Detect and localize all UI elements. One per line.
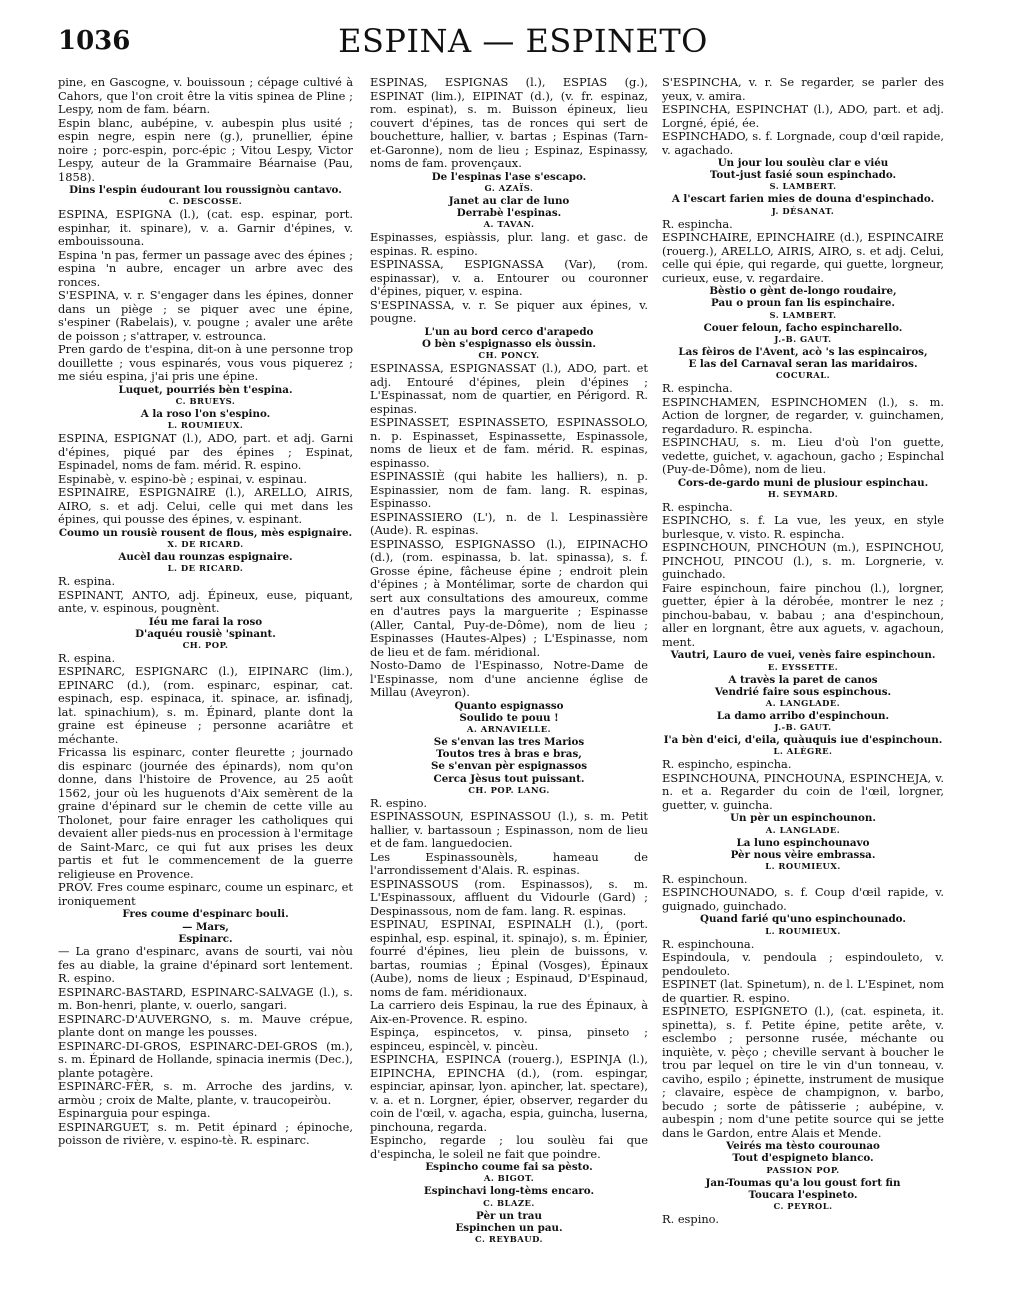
dictionary-entry: S'ESPINASSA, v. r. Se piquer aux épines, v. pougne. <box>370 297 648 326</box>
quotation-line: Soulido te pouu ! <box>459 711 559 724</box>
quotation-line: Quanto espignasso <box>454 699 564 712</box>
quotation-line: Espinchen un pau. <box>455 1221 563 1234</box>
quotation-line: Fres coume d'espinarc bouli. <box>122 908 289 921</box>
dictionary-entry: ESPINASSIERO (L'), n. de l. Lespinassière (Aude). R. espinas. <box>370 509 648 538</box>
dictionary-entry: R. espincha. <box>662 499 733 514</box>
quotation-line: Espinarc. <box>178 932 233 945</box>
citation-author: J.-B. GAUT. <box>774 722 832 733</box>
quotation-line: Las fèiros de l'Avent, acò 's las espincairos, <box>678 345 928 358</box>
quotation-line: Tout d'espigneto blanco. <box>732 1152 874 1165</box>
citation-author: PASSION POP. <box>766 1164 840 1175</box>
citation-author: C. REYBAUD. <box>475 1234 543 1245</box>
dictionary-entry: PROV. Fres coume espinarc, coume un espinarc, et ironiquement <box>58 880 353 908</box>
quotation-line: Se s'envan las tres Marios <box>433 735 585 748</box>
dictionary-entry: ESPINCHADO, s. f. Lorgnade, coup d'œil rapide, v. agachado. <box>662 129 944 157</box>
dictionary-entry: ESPINCHA, ESPINCA (rouerg.), ESPINJA (l.), EIPINCHA, EPINCHA (d.), (rom. espingar, espinciar, apinsar, lyon. apincher, lat. spectare), v. a. et n. Lorgner, épier, observer, regarder du coin de l'œil, v. agacha, espia, guincha, luserna, pinchouna, regarda. <box>370 1052 648 1134</box>
citation-author: X. DE RICARD. <box>167 538 244 549</box>
quotation-line: Pèr nous vèire embrassa. <box>730 848 876 861</box>
dictionary-entry: ESPINARC, ESPIGNARC (l.), EIPINARC (lim.), EPINARC (d.), (rom. espinarc, espinar, cat. espinach, esp. espinaca, it. spinace, ar. isfinadj, lat. spinachium), s. m. Épinard, plante dont la graine est épineuse ; personne acariâtre et méchante. <box>58 664 353 746</box>
text-column-2 <box>370 76 648 1246</box>
running-title: ESPINA — ESPINETO <box>338 22 708 60</box>
page-number: 1036 <box>58 26 131 56</box>
citation-author: A. LANGLADE. <box>765 697 841 708</box>
dictionary-entry: ESPINCHOUN, PINCHOUN (m.), ESPINCHOU, PINCHOU, PINCOU (l.), s. m. Lorgnerie, v. guinchado. <box>662 540 944 582</box>
citation-author: H. SEYMARD. <box>767 488 839 499</box>
dictionary-entry: Espinabè, v. espino-bè ; espinai, v. espinau. <box>58 471 307 486</box>
dictionary-entry: ESPINASSET, ESPINASSETO, ESPINASSOLO, n. p. Espinasset, Espinassette, Espinassole, noms de lieux et de fam. mérid. R. espinas, espinasso. <box>370 415 648 470</box>
quotation-line: Couer feloun, facho espincharello. <box>703 321 903 334</box>
quotation-line: Bèstio o gènt de-longo roudaire, <box>709 285 897 298</box>
quotation-line: A l'escart farien mies de douna d'espinchado. <box>671 193 935 206</box>
dictionary-entry: Fricassa lis espinarc, conter fleurette ; journado dis espinarc (journée des épinards), nom qu'on donne, dans l'histoire de Provence, au 25 août 1562, jour où les huguenots d'Aix semèrent de la graine d'épinard sur le chemin de cette ville au Tholonet, pour faire enrager les catholiques qui devaient aller pieds-nus en procession à l'ermitage de Saint-Marc, ce qui fut aux prises les deux partis et fut le commencement de la guerre religieuse en Provence. <box>58 745 353 881</box>
quotation-line: E las del Carnaval seran las maridairos. <box>688 357 918 370</box>
dictionary-entry: Espincho, regarde ; lou soulèu fai que d'espincha, le soleil ne fait que poindre. <box>370 1133 648 1161</box>
dictionary-entry: ESPINANT, ANTO, adj. Épineux, euse, piquant, ante, v. espinous, pougnènt. <box>58 587 353 616</box>
text-column-1 <box>58 76 353 1148</box>
quotation-line: L'un au bord cerco d'arapedo <box>424 325 594 338</box>
citation-author: A. LANGLADE. <box>765 824 841 835</box>
citation-author: L. ROUMIEUX. <box>765 925 841 936</box>
dictionary-entry: R. espino. <box>662 1211 719 1226</box>
citation-author: CH. POP. LANG. <box>468 784 550 795</box>
dictionary-entry: ESPINCHOUNADO, s. f. Coup d'œil rapide, v. guignado, guinchado. <box>662 885 944 913</box>
quotation-line: Dins l'espin éudourant lou roussignòu cantavo. <box>69 184 342 196</box>
quotation-line: D'aquéu rousiè 'spinant. <box>135 627 276 640</box>
quotation-line: A la roso l'on s'espino. <box>140 407 271 420</box>
dictionary-entry: R. espinchoun. <box>662 871 748 886</box>
citation-author: S. LAMBERT. <box>769 309 837 320</box>
dictionary-entry: ESPINARC-DI-GROS, ESPINARC-DEI-GROS (m.), s. m. Épinard de Hollande, spinacia inermis (Dec.), plante potagère. <box>58 1038 353 1080</box>
quotation-line: De l'espinas l'ase s'escapo. <box>431 170 587 183</box>
dictionary-entry: — La grano d'espinarc, avans de sourti, vai nòu fes au diable, la graine d'épinard sort lentement. R. espino. <box>58 944 353 986</box>
citation-author: S. LAMBERT. <box>769 181 837 192</box>
dictionary-entry: ESPINASSIÈ (qui habite les halliers), n. p. Espinassier, nom de fam. lang. R. espinas, Espinasso. <box>370 469 648 511</box>
quotation-line: Derrabè l'espinas. <box>456 206 562 219</box>
dictionary-entry: ESPINA, ESPIGNA (l.), (cat. esp. espinar, port. espinhar, it. spinare), v. a. Garnir d'épines, v. embouissouna. <box>58 207 353 249</box>
dictionary-entry: ESPINASSOUS (rom. Espinassos), s. m. L'Espinassoux, affluent du Vidourle (Gard) ; Despinassous, nom de fam. lang. R. espinas. <box>370 876 648 918</box>
quotation-line: A travès la paret de canos <box>728 673 878 686</box>
dictionary-entry: pine, en Gascogne, v. bouissoun ; cépage cultivé à Cahors, que l'on croit être la vitis spinea de Pline ; Lespy, nom de fam. béarn. <box>58 75 353 116</box>
quotation-line: Jan-Toumas qu'a lou goust fort fin <box>705 1176 901 1189</box>
citation-author: CH. PONCY. <box>478 350 540 361</box>
citation-author: L. ROUMIEUX. <box>167 420 244 431</box>
quotation-line: Toucara l'espineto. <box>748 1188 858 1201</box>
citation-author: CH. POP. <box>182 639 229 650</box>
dictionary-entry: ESPINASSA, ESPIGNASSA (Var), (rom. espinassar), v. a. Entourer ou couronner d'épines, piquer, v. espina. <box>370 257 648 299</box>
dictionary-entry: Espina 'n pas, fermer un passage avec des épines ; espina 'n aubre, encager un arbre avec des ronces. <box>58 247 353 289</box>
dictionary-entry: S'ESPINA, v. r. S'engager dans les épines, donner dans un piège ; se piquer avec une épine, s'espiner (Rabelais), v. pougne ; avaler une arête de poisson ; s'attraper, v. estrounca. <box>58 288 353 343</box>
dictionary-entry: R. espina. <box>58 650 116 665</box>
quotation-line: Luquet, pourriés bèn t'espina. <box>118 383 293 396</box>
dictionary-entry: R. espina. <box>58 574 116 589</box>
quotation-line: Aucèl dau rounzas espignaire. <box>118 550 293 563</box>
quotation-line: Veirés ma tèsto courounao <box>726 1140 880 1153</box>
dictionary-entry: ESPINASSA, ESPIGNASSAT (l.), ADO, part. et adj. Entouré d'épines, plein d'épines ; L'Espinassat, nom de quartier, en Périgord. R. espinas. <box>370 361 648 416</box>
quotation-line: Iéu me farai la roso <box>148 615 263 628</box>
quotation-line: Un jour lou soulèu clar e viéu <box>717 157 889 169</box>
dictionary-entry: Espinasses, espiàssis, plur. lang. et gasc. de espinas. R. espino. <box>370 230 648 258</box>
quotation-line: Vautri, Lauro de vuei, venès faire espinchoun. <box>670 649 936 662</box>
page-header <box>58 22 988 72</box>
dictionary-entry: ESPINCHO, s. f. La vue, les yeux, en style burlesque, v. visto. R. espincha. <box>662 513 944 541</box>
dictionary-entry: La carriero deis Espinau, la rue des Épinaux, à Aix-en-Provence. R. espino. <box>370 998 648 1026</box>
quotation-line: Pèr un trau <box>476 1209 542 1222</box>
quotation-line: Toutos tres à bras e bras, <box>436 748 582 761</box>
quotation-line: Cerca Jèsus tout puissant. <box>433 772 585 785</box>
citation-author: L. ROUMIEUX. <box>765 860 841 871</box>
quotation-line: Coumo un rousiè rousent de flous, mès espignaire. <box>58 526 353 539</box>
dictionary-entry: ESPINCHAIRE, EPINCHAIRE (d.), ESPINCAIRE (rouerg.), ARELLO, AIRIS, AIRO, s. et adj. Celui, celle qui épie, qui regarde, qui guette, lorgneur, curieux, euse, v. regardaire. <box>662 230 944 285</box>
citation-author: C. PEYROL. <box>773 1200 833 1211</box>
dictionary-entry: ESPINCHOUNA, PINCHOUNA, ESPINCHEJA, v. n. et a. Regarder du coin de l'œil, lorgner, guetter, v. guincha. <box>662 770 944 812</box>
citation-author: C. BLAZE. <box>483 1197 535 1208</box>
dictionary-entry: ESPINCHA, ESPINCHAT (l.), ADO, part. et adj. Lorgné, épié, ée. <box>662 102 944 130</box>
dictionary-entry: Espin blanc, aubépine, v. aubespin plus usité ; espin negre, espin nere (g.), prunellier, épine noire ; porc-espin, porc-épic ; Vitou Lespy, Victor Lespy, auteur de la Grammaire Béarnaise (Pau, 1858). <box>58 115 353 184</box>
dictionary-entry: ESPINAS, ESPIGNAS (l.), ESPIAS (g.), ESPINAT (lim.), EIPINAT (d.), (v. fr. espinaz, rom. espinat), s. m. Buisson épineux, lieu couvert d'épines, tas de ronces qui sert de bouchetture, hallier, v. bartas ; Espinas (Tarn-et-Garonne), nom de lieu ; Espinaz, Espinassy, noms de fam. provençaux. <box>370 75 648 170</box>
citation-author: A. ARNAVIELLE. <box>466 723 552 734</box>
citation-author: J.-B. GAUT. <box>774 333 832 344</box>
quotation-line: O bèn s'espignasso els òussin. <box>422 337 596 350</box>
dictionary-entry: Nosto-Damo de l'Espinasso, Notre-Dame de l'Espinasse, nom d'une ancienne église de Millau (Aveyron). <box>370 658 648 700</box>
dictionary-entry: ESPINARC-FÈR, s. m. Arroche des jardins, v. armòu ; croix de Malte, plante, v. traucopeiròu. <box>58 1079 353 1107</box>
dictionary-entry: ESPINCHAU, s. m. Lieu d'où l'on guette, vedette, guichet, v. agachoun, gacho ; Espinchal (Puy-de-Dôme), nom de lieu. <box>662 435 944 477</box>
quotation-line: Quand farié qu'uno espinchounado. <box>700 913 906 926</box>
citation-author: E. EYSSETTE. <box>767 661 839 672</box>
dictionary-entry: R. espincho, espincha. <box>662 757 792 772</box>
dictionary-entry: Pren gardo de t'espina, dit-on à une personne trop douillette ; vous espinarés, vous vous piquerez ; me siéu espina, j'ai pris une épine. <box>58 342 353 384</box>
dictionary-entry: ESPINET (lat. Spinetum), n. de l. L'Espinet, nom de quartier. R. espino. <box>662 977 944 1005</box>
dictionary-entry: ESPINASSO, ESPIGNASSO (l.), EIPINACHO (d.), (rom. espinassa, b. lat. spinassa), s. f. Grosse épine, fâcheuse épine ; endroit plein d'épines ; à Montélimar, sorte de chardon qui sert aux consultations des amoureux, comme en d'autres pays la marguerite ; Espinasse (Aller, Cantal, Puy-de-Dôme), nom de lieu ; Espinasses (Hautes-Alpes) ; L'Espinasse, nom de lieu et de fam. méridional. <box>370 536 648 659</box>
quotation-line: Cors-de-gardo muni de plusiour espinchau. <box>677 476 929 489</box>
dictionary-entry: ESPINARC-D'AUVERGNO, s. m. Mauve crépue, plante dont on mange les pousses. <box>58 1011 353 1040</box>
dictionary-entry: R. espincha. <box>662 381 733 396</box>
quotation-line: Tout-just fasié soun espinchado. <box>709 169 897 182</box>
quotation-line: Se s'envan pèr espignassos <box>430 760 588 773</box>
dictionary-entry: ESPINAIRE, ESPIGNAIRE (l.), ARELLO, AIRIS, AIRO, s. et adj. Celui, celle qui met dans les épines, qui pousse des épines, v. espinant. <box>58 485 353 527</box>
quotation-line: La luno espinchounavo <box>736 836 870 849</box>
quotation-line: — Mars, <box>182 920 229 933</box>
quotation-line: Vendrié faire sous espinchous. <box>714 685 892 698</box>
dictionary-entry: ESPINARC-BASTARD, ESPINARC-SALVAGE (l.), s. m. Bon-henri, plante, v. ouerlo, sangari. <box>58 984 353 1013</box>
citation-author: L. DE RICARD. <box>167 563 244 574</box>
dictionary-entry: Espinarguia pour espinga. <box>58 1106 211 1121</box>
quotation-line: Un pèr un espinchounon. <box>730 812 876 825</box>
dictionary-entry: ESPINCHAMEN, ESPINCHOMEN (l.), s. m. Action de lorgner, de regarder, v. guinchamen, regardaduro. R. espincha. <box>662 394 944 436</box>
citation-author: G. AZAÏS. <box>484 182 534 193</box>
citation-author: COCURAL. <box>775 370 831 381</box>
quotation-line: La damo arribo d'espinchoun. <box>716 709 890 722</box>
quotation-line: Espincho coume fai sa pèsto. <box>425 1161 593 1174</box>
quotation-line: Espinchavi long-tèms encaro. <box>423 1185 595 1198</box>
dictionary-entry: ESPINAU, ESPINAI, ESPINALH (l.), (port. espinhal, esp. espinal, it. spinajo), s. m. Épinier, fourré d'épines, lieu plein de buissons, v. bartas, roumias ; Épinal (Vosges), Épinaux (Aube), noms de lieux ; Espinaud, D'Espinaud, noms de fam. méridionaux. <box>370 917 648 999</box>
citation-author: J. DÉSANAT. <box>771 205 835 216</box>
dictionary-entry: ESPINARGUET, s. m. Petit épinard ; épinoche, poisson de rivière, v. espino-tè. R. espinarc. <box>58 1119 353 1148</box>
dictionary-entry: R. espino. <box>370 795 427 810</box>
citation-author: A. BIGOT. <box>483 1173 535 1184</box>
dictionary-entry: ESPINA, ESPIGNAT (l.), ADO, part. et adj. Garni d'épines, piqué par des épines ; Espinat, Espinadel, noms de fam. mérid. R. espino. <box>58 431 353 473</box>
quotation-line: Janet au clar de luno <box>448 194 570 207</box>
dictionary-entry: S'ESPINCHA, v. r. Se regarder, se parler des yeux, v. amira. <box>662 75 944 103</box>
dictionary-entry: R. espincha. <box>662 216 733 231</box>
dictionary-entry: Espinça, espincetos, v. pinsa, pinseto ; espinceu, espincèl, v. pincèu. <box>370 1025 648 1053</box>
dictionary-entry: ESPINETO, ESPIGNETO (l.), (cat. espineta, it. spinetta), s. f. Petite épine, petite arête, v. esclembo ; personne rusée, méchante ou inquiète, v. pèço ; cheville servant à boucher le trou par lequel on tire le vin d'un tonneau, v. caviho, espilo ; épinette, instrument de musique ; clavaire, espèce de champignon, v. barbo, becudo ; sorte de pâtisserie ; aubépine, v. aubespin ; nom d'une petite source qui se jette dans le Gardon, entre Alais et Mende. <box>662 1004 944 1140</box>
dictionary-entry: ESPINASSOUN, ESPINASSOU (l.), s. m. Petit hallier, v. bartassoun ; Espinasson, nom de lieu et de fam. languedocien. <box>370 809 648 851</box>
dictionary-entry: R. espinchouna. <box>662 936 755 951</box>
dictionary-entry: Espindoula, v. pendoula ; espindouleto, v. pendouleto. <box>662 950 944 978</box>
citation-author: A. TAVAN. <box>483 219 535 230</box>
quotation-line: Pau o proun fan lis espinchaire. <box>711 297 895 310</box>
quotation-line: I'a bèn d'eici, d'eila, quàuquis iue d'espinchoun. <box>663 734 943 747</box>
dictionary-entry: Faire espinchoun, faire pinchou (l.), lorgner, guetter, épier à la dérobée, montrer le nez ; pinchou-babau, v. babau ; ana d'espinchoun, aller en lorgnant, être aux aguets, v. agachoun, ment. <box>662 580 944 649</box>
text-column-3 <box>662 76 944 1226</box>
citation-author: C. DESCOSSE. <box>168 196 243 207</box>
dictionary-entry: Les Espinassounèls, hameau de l'arrondissement d'Alais. R. espinas. <box>370 849 648 878</box>
citation-author: C. BRUEYS. <box>175 395 236 406</box>
citation-author: L. ALÈGRE. <box>773 746 833 757</box>
